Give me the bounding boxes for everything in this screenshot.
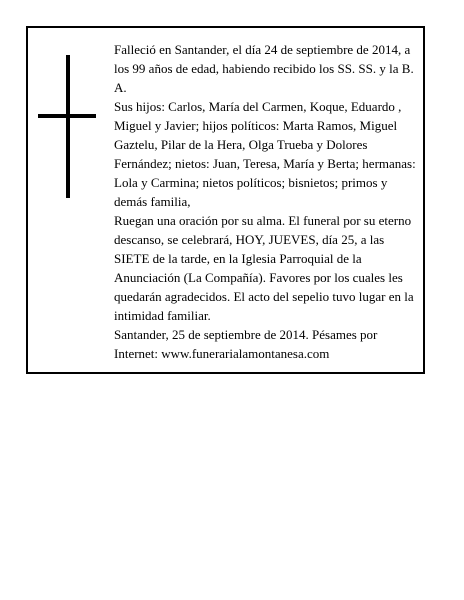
death-announcement: Falleció en Santander, el día 24 de septiembre de 2014, a los 99 años de edad, habiendo recibido los SS. SS. y la B. A. <box>114 42 414 95</box>
closing-line: Santander, 25 de septiembre de 2014. Pésames por Internet: www.funerarialamontanesa.com <box>114 327 378 361</box>
cross-horizontal-bar <box>38 114 96 118</box>
latin-cross-icon <box>38 55 96 198</box>
family-list: Sus hijos: Carlos, María del Carmen, Koque, Eduardo , Miguel y Javier; hijos políticos: Marta Ramos, Miguel Gaztelu, Pilar de la Hera, Olga Trueba y Dolores Fernández; nietos: Juan, Teresa, María y Berta; hermanas: Lola y Carmina; nietos políticos; bisnietos; primos y demás familia, <box>114 99 416 209</box>
cross-vertical-bar <box>66 55 70 198</box>
obituary-text <box>114 40 420 363</box>
funeral-details: Ruegan una oración por su alma. El funeral por su eterno descanso, se celebrará, HOY, JUEVES, día 25, a las SIETE de la tarde, en la Iglesia Parroquial de la Anunciación (La Compañía). Favores por los cuales les quedarán agradecidos. El acto del sepelio tuvo lugar en la intimidad familiar. <box>114 213 414 323</box>
obituary-notice <box>26 26 425 374</box>
